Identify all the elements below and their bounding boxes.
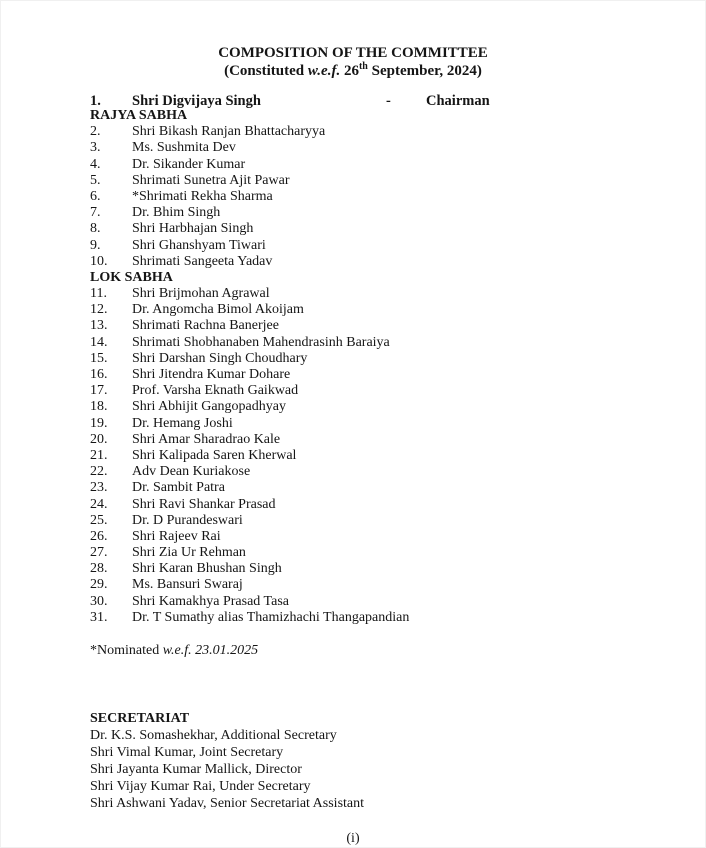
subtitle-wef: w.e.f. — [307, 63, 341, 79]
member-name: Shri Ravi Shankar Prasad — [132, 496, 276, 512]
member-name: Shri Darshan Singh Choudhary — [132, 350, 308, 366]
member-name: Shrimati Sunetra Ajit Pawar — [132, 172, 290, 188]
member-number: 23. — [90, 480, 108, 496]
member-number: 15. — [90, 350, 108, 366]
member-row — [90, 594, 650, 610]
member-number: 2. — [90, 124, 101, 140]
lok-sabha-heading: LOK SABHA — [90, 269, 173, 285]
member-row — [90, 367, 650, 383]
footnote-prefix: *Nominated — [90, 643, 163, 658]
nomination-footnote — [90, 642, 258, 659]
member-number: 6. — [90, 188, 101, 204]
member-number: 19. — [90, 415, 108, 431]
member-row — [90, 173, 650, 189]
member-name: Shri Rajeev Rai — [132, 528, 221, 544]
member-name: Dr. Hemang Joshi — [132, 415, 233, 431]
member-name: *Shrimati Rekha Sharma — [132, 188, 273, 204]
member-name: Shri Kalipada Saren Kherwal — [132, 447, 297, 463]
chairman-role: Chairman — [426, 93, 490, 109]
rajya-sabha-heading: RAJYA SABHA — [90, 108, 188, 123]
member-number: 31. — [90, 609, 108, 625]
member-number: 27. — [90, 545, 108, 561]
member-row — [90, 610, 650, 626]
secretariat-staff-4: Shri Vijay Kumar Rai, Under Secretary — [90, 779, 311, 794]
member-row — [90, 416, 650, 432]
member-row — [90, 238, 650, 254]
committee-heading — [0, 44, 706, 80]
member-name: Shrimati Shobhanaben Mahendrasinh Baraiya — [132, 334, 390, 350]
member-row — [90, 335, 650, 351]
member-name: Dr. T Sumathy alias Thamizhachi Thangapandian — [132, 609, 410, 625]
member-name: Shri Kamakhya Prasad Tasa — [132, 593, 290, 609]
member-number: 10. — [90, 253, 108, 269]
member-row — [90, 351, 650, 367]
member-list — [90, 108, 650, 626]
secretariat-staff-2: Shri Vimal Kumar, Joint Secretary — [90, 745, 284, 760]
lok-sabha-members — [90, 286, 650, 626]
member-name: Shri Harbhajan Singh — [132, 221, 254, 237]
member-number: 29. — [90, 577, 108, 593]
member-name: Shri Jitendra Kumar Dohare — [132, 367, 291, 382]
member-number: 17. — [90, 383, 108, 399]
member-row — [90, 205, 650, 221]
member-row — [90, 448, 650, 464]
member-row — [90, 140, 650, 156]
footnote-date: w.e.f. 23.01.2025 — [162, 643, 259, 658]
member-name: Shri Karan Bhushan Singh — [132, 561, 282, 577]
secretariat-section — [90, 710, 364, 812]
member-name: Ms. Bansuri Swaraj — [132, 577, 243, 593]
subtitle-rest: September, 2024) — [367, 63, 482, 79]
member-row — [90, 221, 650, 237]
member-number: 16. — [90, 367, 108, 382]
member-number: 14. — [90, 334, 108, 350]
member-number: 13. — [90, 318, 108, 334]
member-row — [90, 302, 650, 318]
subtitle-day: 26 — [340, 63, 359, 79]
member-number: 28. — [90, 561, 108, 577]
subtitle-prefix: (Constituted — [224, 63, 308, 79]
member-row — [90, 464, 650, 480]
chairman-number: 1. — [90, 93, 101, 109]
member-number: 18. — [90, 399, 108, 415]
member-row — [90, 189, 650, 205]
member-name: Dr. Sambit Patra — [132, 480, 225, 496]
member-row — [90, 286, 650, 302]
page-subtitle — [0, 62, 706, 80]
page-number: (i) — [346, 831, 360, 846]
secretariat-staff-5: Shri Ashwani Yadav, Senior Secretariat Assistant — [90, 796, 365, 811]
member-row — [90, 513, 650, 529]
member-row — [90, 399, 650, 415]
member-number: 8. — [90, 221, 101, 237]
member-number: 20. — [90, 431, 108, 447]
member-name: Shri Abhijit Gangopadhyay — [132, 399, 286, 415]
member-number: 11. — [90, 286, 107, 302]
secretariat-heading: SECRETARIAT — [90, 711, 190, 726]
member-number: 3. — [90, 140, 101, 156]
page-title: COMPOSITION OF THE COMMITTEE — [218, 45, 488, 61]
member-number: 4. — [90, 156, 101, 172]
subtitle-superscript: th — [358, 61, 368, 72]
member-name: Shri Zia Ur Rehman — [132, 545, 246, 561]
member-row — [90, 545, 650, 561]
member-number: 12. — [90, 302, 108, 318]
member-name: Dr. Sikander Kumar — [132, 156, 246, 172]
member-row — [90, 254, 650, 270]
member-name: Shri Amar Sharadrao Kale — [132, 431, 281, 447]
member-number: 5. — [90, 172, 101, 188]
member-row — [90, 497, 650, 513]
member-row — [90, 383, 650, 399]
secretariat-staff-3: Shri Jayanta Kumar Mallick, Director — [90, 762, 302, 777]
member-row — [90, 157, 650, 173]
member-name: Shri Ghanshyam Tiwari — [132, 237, 266, 253]
chairman-name: Shri Digvijaya Singh — [132, 93, 261, 109]
member-row — [90, 577, 650, 593]
member-number: 7. — [90, 205, 101, 221]
member-number: 21. — [90, 447, 108, 463]
member-row — [90, 124, 650, 140]
member-number: 24. — [90, 496, 108, 512]
member-number: 25. — [90, 512, 108, 528]
member-name: Ms. Sushmita Dev — [132, 140, 236, 156]
member-name: Shrimati Rachna Banerjee — [132, 318, 279, 334]
member-row — [90, 480, 650, 496]
member-number: 22. — [90, 464, 108, 480]
member-number: 9. — [90, 237, 101, 253]
member-name: Shrimati Sangeeta Yadav — [132, 253, 273, 269]
member-number: 30. — [90, 593, 108, 609]
member-row — [90, 432, 650, 448]
member-number: 26. — [90, 528, 108, 544]
member-row — [90, 529, 650, 545]
member-name: Dr. D Purandeswari — [132, 512, 243, 528]
member-name: Prof. Varsha Eknath Gaikwad — [132, 383, 299, 399]
rajya-sabha-members — [90, 124, 650, 270]
member-row — [90, 318, 650, 334]
member-row — [90, 561, 650, 577]
member-name: Shri Brijmohan Agrawal — [132, 286, 270, 302]
member-name: Dr. Angomcha Bimol Akoijam — [132, 302, 304, 318]
member-name: Dr. Bhim Singh — [132, 205, 221, 221]
secretariat-staff-1: Dr. K.S. Somashekhar, Additional Secretary — [90, 728, 337, 743]
member-name: Shri Bikash Ranjan Bhattacharyya — [132, 124, 326, 140]
member-name: Adv Dean Kuriakose — [132, 464, 251, 480]
chairman-dash: - — [386, 93, 391, 109]
